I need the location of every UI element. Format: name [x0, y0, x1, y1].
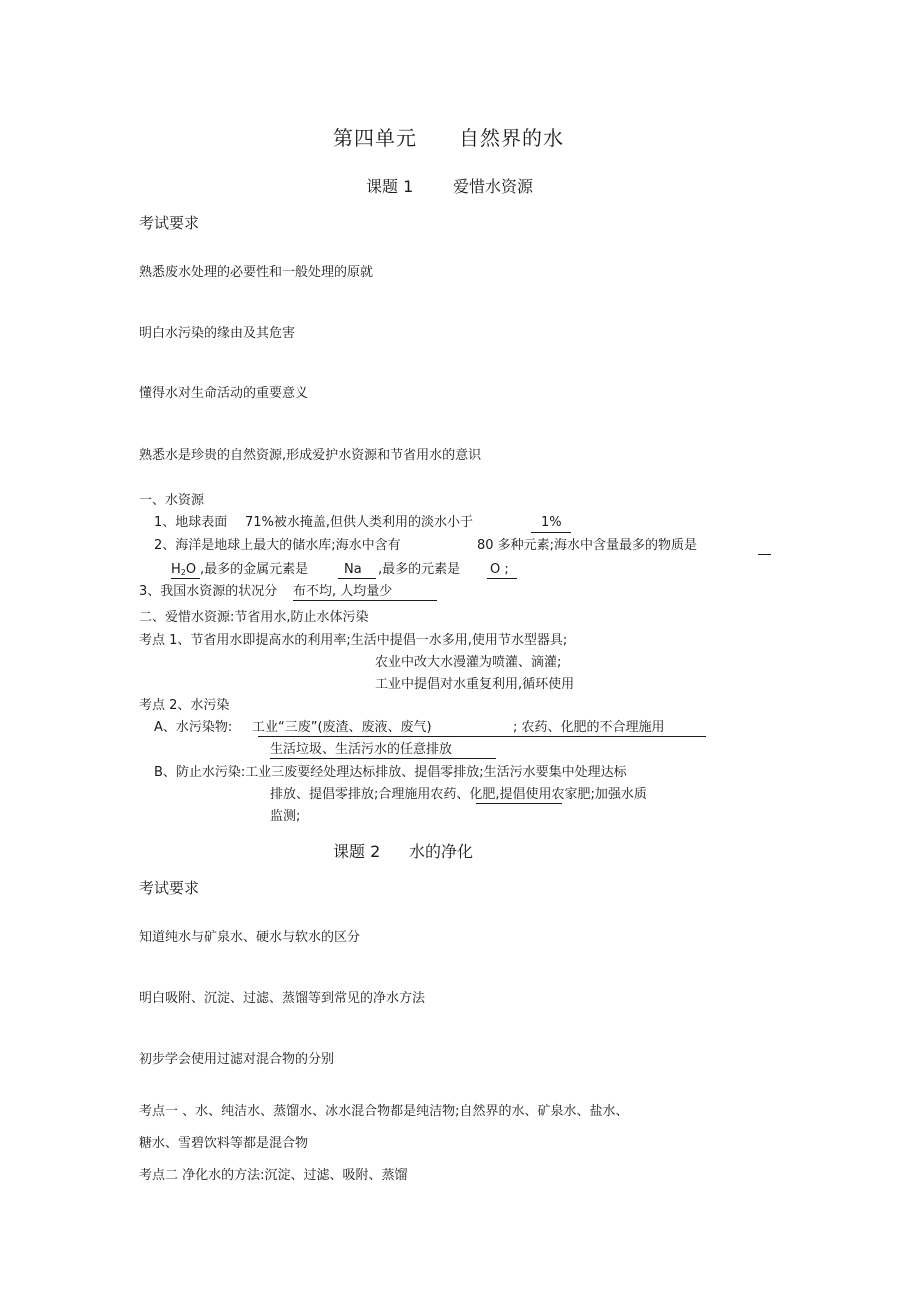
- lesson2-requirements-heading: 考试要求: [139, 879, 200, 897]
- point-one-line1: 考点一 、水、纯洁水、蒸馏水、冰水混合物都是纯洁物;自然界的水、矿泉水、盐水、: [139, 1104, 629, 1119]
- lesson1-requirements-heading: 考试要求: [139, 214, 200, 232]
- answer-underline: [476, 803, 562, 804]
- fresh-water-answer: 1%: [541, 515, 562, 530]
- point2-title: 考点 2、水污染: [139, 698, 230, 713]
- line3-text-b: ,最多的元素是: [378, 562, 461, 577]
- point1-line1: 考点 1、节省用水即提高水的利用率;生活中提倡一水多用,使用节水型器具;: [139, 633, 568, 648]
- line1-text: 71%被水掩盖,但供人类利用的淡水小于: [245, 515, 474, 530]
- lesson1-number: 课题 1: [366, 177, 414, 196]
- prevention-line2: 排放、提倡零排放;合理施用农药、化肥,提倡使用农家肥;加强水质: [270, 787, 647, 802]
- element-answer: O ;: [490, 562, 509, 577]
- answer-underline: [258, 736, 706, 737]
- pollutants-agricultural: ; 农药、化肥的不合理施用: [513, 720, 665, 735]
- section-water-resources-title: 一、水资源: [139, 493, 205, 508]
- line1-prefix: 1、地球表面: [154, 515, 228, 530]
- pollutants-industrial: 工业“三废”(废渣、废液、废气): [252, 720, 432, 735]
- metal-element-answer: Na: [344, 562, 362, 577]
- line2-text: 80 多种元素;海水中含量最多的物质是: [477, 538, 698, 553]
- requirement-item: 明白水污染的缘由及其危害: [139, 326, 296, 341]
- prevention-line1: B、防止水污染:工业三废要经处理达标排放、提倡零排放;生活污水要集中处理达标: [154, 765, 627, 780]
- answer-underline: [758, 554, 771, 555]
- requirement-item: 熟悉废水处理的必要性和一般处理的原就: [139, 265, 374, 280]
- distribution-answer: 布不均, 人均量少: [293, 584, 393, 599]
- line3-text-a: ,最多的金属元素是: [200, 562, 309, 577]
- lesson2-title: 水的净化: [409, 842, 474, 861]
- requirement-item: 明白吸附、沉淀、过滤、蒸馏等到常见的净水方法: [139, 991, 426, 1006]
- lesson2-number: 课题 2: [333, 842, 381, 861]
- point1-line3: 工业中提倡对水重复利用,循环使用: [375, 677, 575, 692]
- answer-underline: [338, 578, 376, 579]
- section-protect-water-title: 二、爱惜水资源:节省用水,防止水体污染: [139, 610, 369, 625]
- line4-text: 3、我国水资源的状况分: [139, 584, 278, 599]
- lesson1-title: 爱惜水资源: [453, 177, 534, 196]
- requirement-item: 初步学会使用过滤对混合物的分别: [139, 1052, 335, 1067]
- line2-prefix: 2、海洋是地球上最大的储水库;海水中含有: [154, 538, 401, 553]
- answer-underline: [531, 532, 571, 533]
- point1-line2: 农业中改大水漫灌为喷灌、滴灌;: [375, 655, 562, 670]
- answer-underline: [293, 600, 437, 601]
- pollutants-label: A、水污染物:: [154, 720, 233, 735]
- requirement-item: 熟悉水是珍贵的自然资源,形成爱护水资源和节省用水的意识: [139, 448, 482, 463]
- requirement-item: 懂得水对生命活动的重要意义: [139, 386, 309, 401]
- unit-number: 第四单元: [333, 126, 417, 150]
- point-two-line: 考点二 净化水的方法:沉淀、过滤、吸附、蒸馏: [139, 1168, 408, 1183]
- unit-title: 自然界的水: [459, 126, 564, 150]
- answer-underline: [171, 578, 200, 579]
- answer-underline: [270, 758, 496, 759]
- answer-underline: [487, 578, 517, 579]
- pollutants-domestic: 生活垃圾、生活污水的任意排放: [270, 742, 453, 757]
- requirement-item: 知道纯水与矿泉水、硬水与软水的区分: [139, 930, 361, 945]
- point-one-line2: 糖水、雪碧饮料等都是混合物: [139, 1136, 309, 1151]
- prevention-line3: 监测;: [270, 809, 301, 824]
- most-abundant-substance: $H_2O$: [171, 562, 197, 577]
